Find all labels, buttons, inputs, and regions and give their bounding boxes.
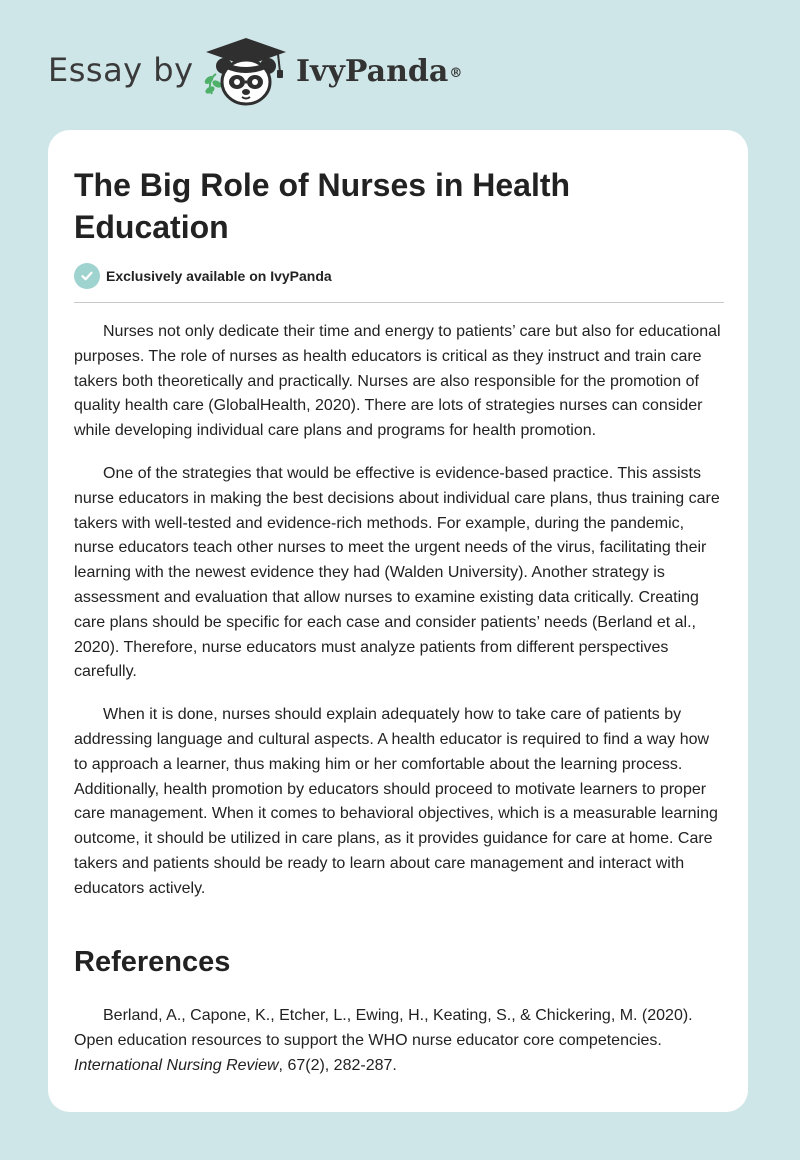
article-title: The Big Role of Nurses in Health Education [74, 167, 571, 245]
divider [74, 302, 724, 303]
brand-name[interactable] [296, 52, 462, 92]
paragraph: Nurses not only dedicate their time and energy to patients’ care but also for educational purposes. The role of nurses as health educators is critical as they instruct and train care takers both theoretically and practically. Nurses are also responsible for the promotion of quality health care (GlobalHealth, 2020). There are lots of strategies nurses can consider while developing individual care plans and programs for health promotion. [74, 323, 721, 440]
reference-journal: International Nursing Review [74, 1056, 279, 1074]
article-body [74, 320, 724, 920]
registered-mark: ® [449, 66, 463, 81]
check-circle-icon [74, 263, 100, 289]
reference-lead: Berland, A., Capone, K., Etcher, L., Ewing, H., Keating, S., & Chickering, M. (2020). Open education resources to support the WHO nurse educator core competencies. [74, 1007, 693, 1049]
panda-graduate-logo-icon[interactable] [198, 36, 294, 108]
references-heading: References [74, 946, 231, 978]
article-card [48, 130, 748, 1112]
exclusive-badge [74, 263, 332, 289]
reference-item [74, 1004, 724, 1078]
paragraph: When it is done, nurses should explain adequately how to take care of patients by addressing language and cultural aspects. A health educator is required to find a way how to approach a learner, thus making him or her comfortable about the learning process. Additionally, health promotion by educators should proceed to motivate learners to proper care management. When it comes to behavioral objectives, which is a measurable learning outcome, it should be utilized in care plans, as it provides guidance for care at home. Care takers and patients should be ready to learn about care management and interact with educators actively. [74, 706, 718, 897]
reference-tail: , 67(2), 282-287. [278, 1056, 397, 1074]
references-list [74, 1004, 724, 1078]
brand-label: IvyPanda [296, 54, 449, 89]
site-header [0, 0, 800, 120]
essay-by-label: Essay by [48, 51, 194, 89]
paragraph: One of the strategies that would be effective is evidence-based practice. This assists nurse educators in making the best decisions about individual care plans, thus training care takers with well-tested and evidence-rich methods. For example, during the pandemic, nurse educators teach other nurses to meet the urgent needs of the virus, facilitating their learning with the newest evidence they had (Walden University). Another strategy is assessment and evaluation that allow nurses to examine existing data critically. Creating care plans should be specific for each case and consider patients’ needs (Berland et al., 2020). Therefore, nurse educators must analyze patients from different perspectives carefully. [74, 464, 720, 681]
badge-label: Exclusively available on IvyPanda [106, 268, 332, 284]
